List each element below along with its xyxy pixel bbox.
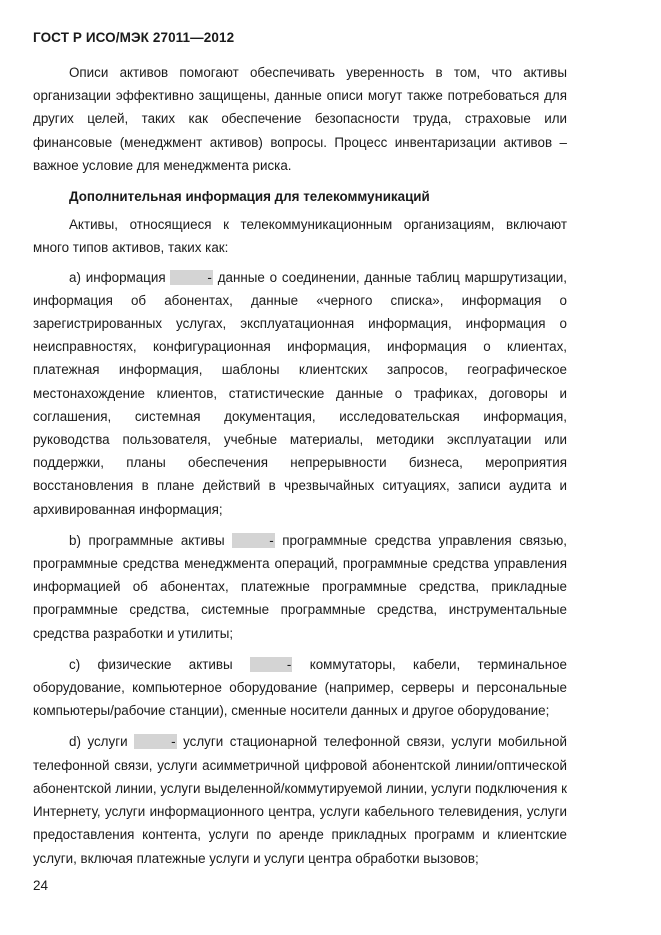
list-item-information bbox=[33, 266, 567, 521]
list-item-label: a) информация bbox=[69, 269, 166, 285]
dash-mark: - bbox=[232, 533, 274, 548]
dash-mark: - bbox=[170, 270, 212, 285]
document-header: ГОСТ Р ИСО/МЭК 27011—2012 bbox=[33, 30, 235, 45]
document-body bbox=[33, 61, 567, 878]
section-subheading: Дополнительная информация для телекоммуникаций bbox=[69, 189, 430, 205]
page-number: 24 bbox=[33, 878, 49, 893]
list-item-label: c) физические активы bbox=[69, 656, 233, 672]
list-item-text: данные о соединении, данные таблиц маршрутизации, информация об абонентах, данные «черного списка», информация о зарегистрированных услугах, эксплуатационная информация, информация о неисправностях, конфигурационная информация, информация о клиентах, платежная информация, шаблоны клиентских запросов, географическое местонахождение клиентов, статистические данные о трафиках, договоры и соглашения, системная документация, исследовательская информация, руководства пользователя, учебные материалы, методики эксплуатации или поддержки, планы обеспечения непрерывности бизнеса, мероприятия восстановления в плане действий в чрезвычайных ситуациях, записи аудита и архивированная информация; bbox=[33, 269, 567, 517]
dash-mark: - bbox=[134, 734, 176, 749]
list-item-text: программные средства управления связью, программные средства менеджмента операций, программные средства управления информацией об абонентах, платежные программные средства, прикладные программные средства, системные программные средства, инструментальные средства разработки и утилиты; bbox=[33, 532, 567, 641]
list-item-text: коммутаторы, кабели, терминальное оборудование, компьютерное оборудование (например, серверы и персональные компьютеры/рабочие станции), сменные носители данных и другое оборудование; bbox=[33, 656, 567, 719]
paragraph-intro: Активы, относящиеся к телекоммуникационным организациям, включают много типов активов, таких как: bbox=[33, 217, 567, 256]
list-item-label: d) услуги bbox=[69, 734, 128, 750]
list-item-services bbox=[33, 730, 567, 869]
dash-mark: - bbox=[250, 657, 292, 672]
list-item-label: b) программные активы bbox=[69, 532, 225, 548]
paragraph-asset-inventories: Описи активов помогают обеспечивать уверенность в том, что активы организации эффективно защищены, данные описи могут также потребоваться для других целей, таких как обеспечение безопасности труда, страховые или финансовые (менеджмент активов) вопросы. Процесс инвентаризации активов – важное условие для менеджмента риска. bbox=[33, 65, 567, 173]
list-item-software-assets bbox=[33, 529, 567, 645]
list-item-physical-assets bbox=[33, 653, 567, 723]
list-item-text: услуги стационарной телефонной связи, услуги мобильной телефонной связи, услуги асимметричной цифровой абонентской линии/оптической абонентской линии, услуги выделенной/коммутируемой линии, услуги подключения к Интернету, услуги информационного центра, услуги кабельного телевидения, услуги предоставления контента, услуги по аренде прикладных программ и клиентские услуги, включая платежные услуги и услуги центра обработки вызовов; bbox=[33, 734, 567, 866]
